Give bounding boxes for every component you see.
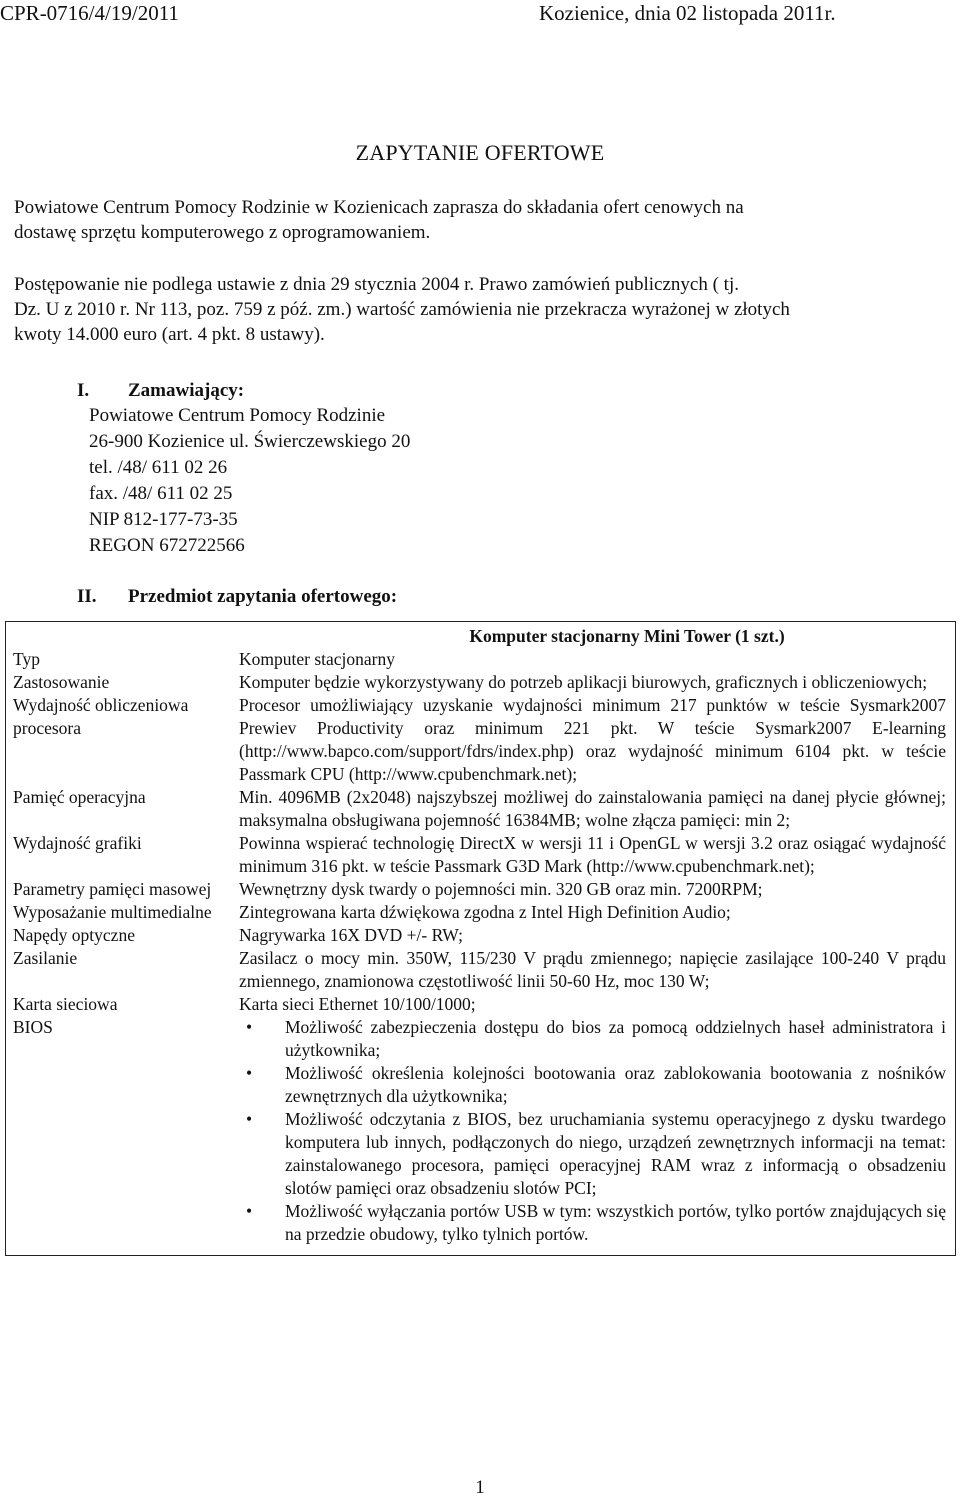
document-title: ZAPYTANIE OFERTOWE (355, 140, 605, 165)
bios-feature-item: • Możliwość odczytania z BIOS, bez uruchamiania systemu operacyjnego z dysku twardego komputera lub innych, podłączonych do niego, urządzeń zewnętrznych informacji na temat: zainstalowanego procesora, pamięci operacyjnej RAM wraz z informacją o obsadzeniu slotów pamięci oraz obsadzeniu slotów PCI; (246, 1109, 946, 1198)
spec-key: Karta sieciowa (13, 994, 118, 1014)
spec-row-multimedia (6, 901, 956, 924)
intro-line-3: Postępowanie nie podlega ustawie z dnia 29 stycznia 2004 r. Prawo zamówień publicznych ( tj. (14, 274, 739, 295)
section-1-number: I. (77, 380, 90, 401)
spec-key: Typ (13, 649, 40, 669)
bullet-icon: • (246, 1017, 253, 1037)
document-reference: CPR-0716/4/19/2011 (0, 1, 179, 25)
bios-feature-item: • Możliwość zabezpieczenia dostępu do bios za pomocą oddzielnych haseł administratora i użytkownika; (246, 1017, 946, 1060)
spec-row-zastosowanie (6, 671, 956, 694)
spec-value: Karta sieci Ethernet 10/100/1000; (239, 994, 476, 1014)
spec-value: Procesor umożliwiający uzyskanie wydajności minimum 217 punktów w teście Sysmark2007 Prewiev Productivity oraz minimum 221 pkt. W teście Sysmark2007 E-learning (http://www.bapco.com/support/fdrs/index.php) oraz wydajność minimum 6104 pkt. w teście Passmark CPU (http://www.cpubenchmark.net); (239, 695, 946, 784)
spec-key: BIOS (13, 1017, 53, 1037)
spec-key: Wydajność grafiki (13, 833, 142, 853)
spec-key: Wyposażanie multimedialne (13, 902, 212, 922)
bios-feature-list (239, 1016, 946, 1246)
place-and-date: Kozienice, dnia 02 listopada 2011r. (539, 1, 836, 25)
spec-row-bios (6, 1016, 956, 1256)
spec-value: Zintegrowana karta dźwiękowa zgodna z Intel High Definition Audio; (239, 902, 731, 922)
bullet-icon: • (246, 1109, 253, 1129)
intro-line-4: Dz. U z 2010 r. Nr 113, poz. 759 z póź. zm.) wartość zamówienia nie przekracza wyrażonej w złotych (14, 299, 790, 320)
spec-value: Min. 4096MB (2x2048) najszybszej możliwej do zainstalowania pamięci na danej płycie głównej; maksymalna obsługiwana pojemność 16384MB; wolne złącza pamięci: min 2; (239, 787, 946, 830)
specification-table (5, 621, 956, 1256)
orderer-fax: fax. /48/ 611 02 25 (89, 483, 233, 504)
spec-key: Zasilanie (13, 948, 78, 968)
bullet-icon: • (246, 1063, 253, 1083)
spec-value: Komputer stacjonarny (239, 649, 395, 669)
page-number: 1 (475, 1477, 485, 1498)
section-2-number: II. (77, 586, 97, 607)
spec-key: Pamięć operacyjna (13, 787, 146, 807)
intro-line-5: kwoty 14.000 euro (art. 4 pkt. 8 ustawy). (14, 324, 325, 345)
section-2-title: Przedmiot zapytania ofertowego: (128, 586, 398, 607)
section-1-title: Zamawiający: (128, 380, 245, 401)
spec-key: Zastosowanie (13, 672, 110, 692)
spec-value: Komputer będzie wykorzystywany do potrzeb aplikacji biurowych, graficznych i obliczeniowych; (239, 672, 928, 692)
spec-row-napedy (6, 924, 956, 947)
spec-row-typ (6, 648, 956, 671)
spec-heading-row (6, 622, 956, 649)
bios-feature-item: • Możliwość określenia kolejności bootowania oraz zablokowania bootowania z nośników zewnętrznych dla użytkownika; (246, 1063, 946, 1106)
spec-row-pamiec (6, 786, 956, 832)
orderer-name: Powiatowe Centrum Pomocy Rodzinie (89, 405, 386, 426)
spec-key: Napędy optyczne (13, 925, 135, 945)
bios-feature-item: • Możliwość wyłączania portów USB w tym: wszystkich portów, tylko portów znajdujących się na przedzie obudowy, tylko tylnich portów. (246, 1201, 946, 1244)
intro-line-1: Powiatowe Centrum Pomocy Rodzinie w Kozienicach zaprasza do składania ofert cenowych na (14, 197, 744, 218)
orderer-regon: REGON 672722566 (89, 535, 245, 556)
intro-line-2: dostawę sprzętu komputerowego z oprogramowaniem. (14, 222, 431, 243)
spec-value: Powinna wspierać technologię DirectX w wersji 11 i OpenGL w wersji 3.2 oraz osiągać wydajność minimum 316 pkt. w teście Passmark G3D Mark (http://www.cpubenchmark.net); (239, 833, 946, 876)
bullet-icon: • (246, 1201, 253, 1221)
spec-row-karta-sieciowa (6, 993, 956, 1016)
spec-row-zasilanie (6, 947, 956, 993)
spec-value: Zasilacz o mocy min. 350W, 115/230 V prądu zmiennego; napięcie zasilające 100-240 V prądu zmiennego, znamionowa częstotliwość linii 50-60 Hz, moc 130 W; (239, 948, 946, 991)
orderer-address: 26-900 Kozienice ul. Świerczewskiego 20 (89, 431, 411, 452)
spec-row-pamiec-masowa (6, 878, 956, 901)
spec-heading: Komputer stacjonarny Mini Tower (1 szt.) (469, 626, 785, 646)
spec-value: Wewnętrzny dysk twardy o pojemności min. 320 GB oraz min. 7200RPM; (239, 879, 763, 899)
spec-key: Wydajność obliczeniowa procesora (13, 695, 189, 738)
spec-row-grafika (6, 832, 956, 878)
orderer-nip: NIP 812-177-73-35 (89, 509, 238, 530)
orderer-phone: tel. /48/ 611 02 26 (89, 457, 228, 478)
spec-row-procesor (6, 694, 956, 786)
spec-key: Parametry pamięci masowej (13, 879, 212, 899)
spec-value: Nagrywarka 16X DVD +/- RW; (239, 925, 464, 945)
